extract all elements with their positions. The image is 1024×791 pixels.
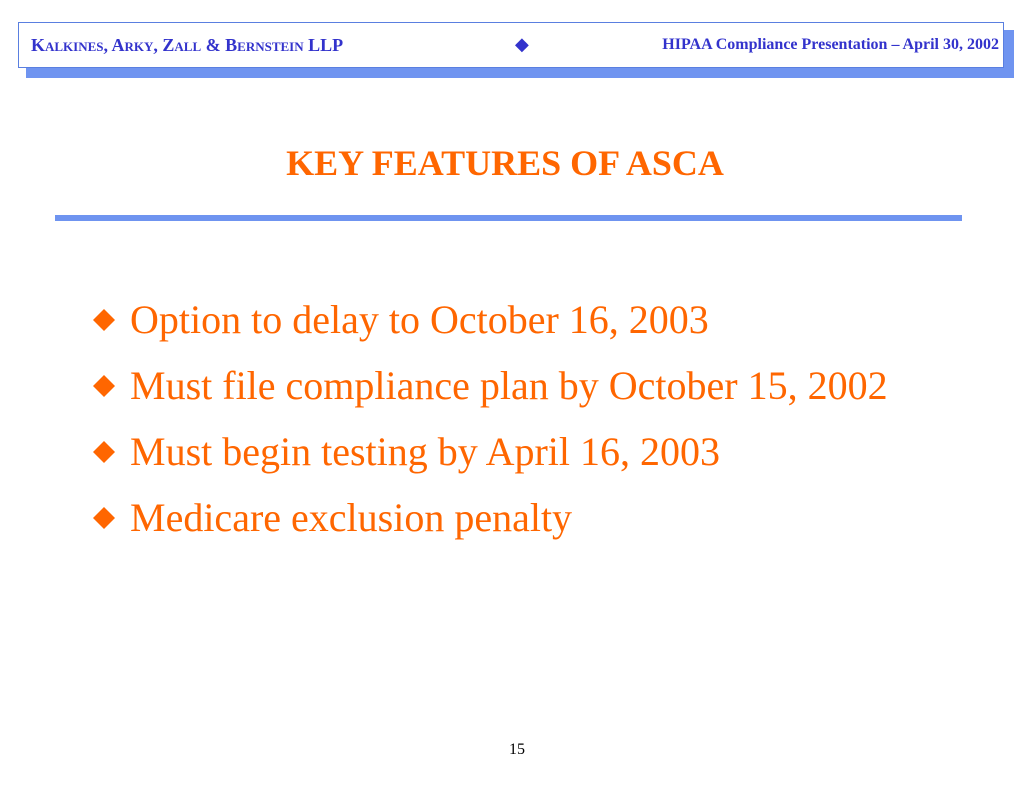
slide-header — [18, 22, 1004, 68]
list-item — [92, 292, 972, 348]
diamond-bullet-icon — [92, 374, 116, 398]
page-number: 15 — [509, 741, 525, 758]
list-item — [92, 490, 972, 546]
list-item — [92, 358, 972, 414]
slide-title: KEY FEATURES OF ASCA — [286, 143, 724, 183]
diamond-bullet-icon — [92, 506, 116, 530]
list-item — [92, 424, 972, 480]
bullet-text: Option to delay to October 16, 2003 — [130, 297, 709, 342]
diamond-bullet-icon — [92, 308, 116, 332]
header-diamond-icon: ◆ — [515, 34, 529, 55]
diamond-bullet-icon — [92, 440, 116, 464]
title-divider — [55, 215, 962, 221]
bullet-text: Must begin testing by April 16, 2003 — [130, 429, 720, 474]
presentation-title: HIPAA Compliance Presentation – April 30, 2002 — [662, 36, 999, 53]
firm-name: Kalkines, Arky, Zall & Bernstein LLP — [31, 35, 344, 55]
bullet-text: Medicare exclusion penalty — [130, 495, 573, 540]
bullet-list — [92, 292, 972, 556]
bullet-text: Must file compliance plan by October 15, 2002 — [130, 363, 888, 408]
